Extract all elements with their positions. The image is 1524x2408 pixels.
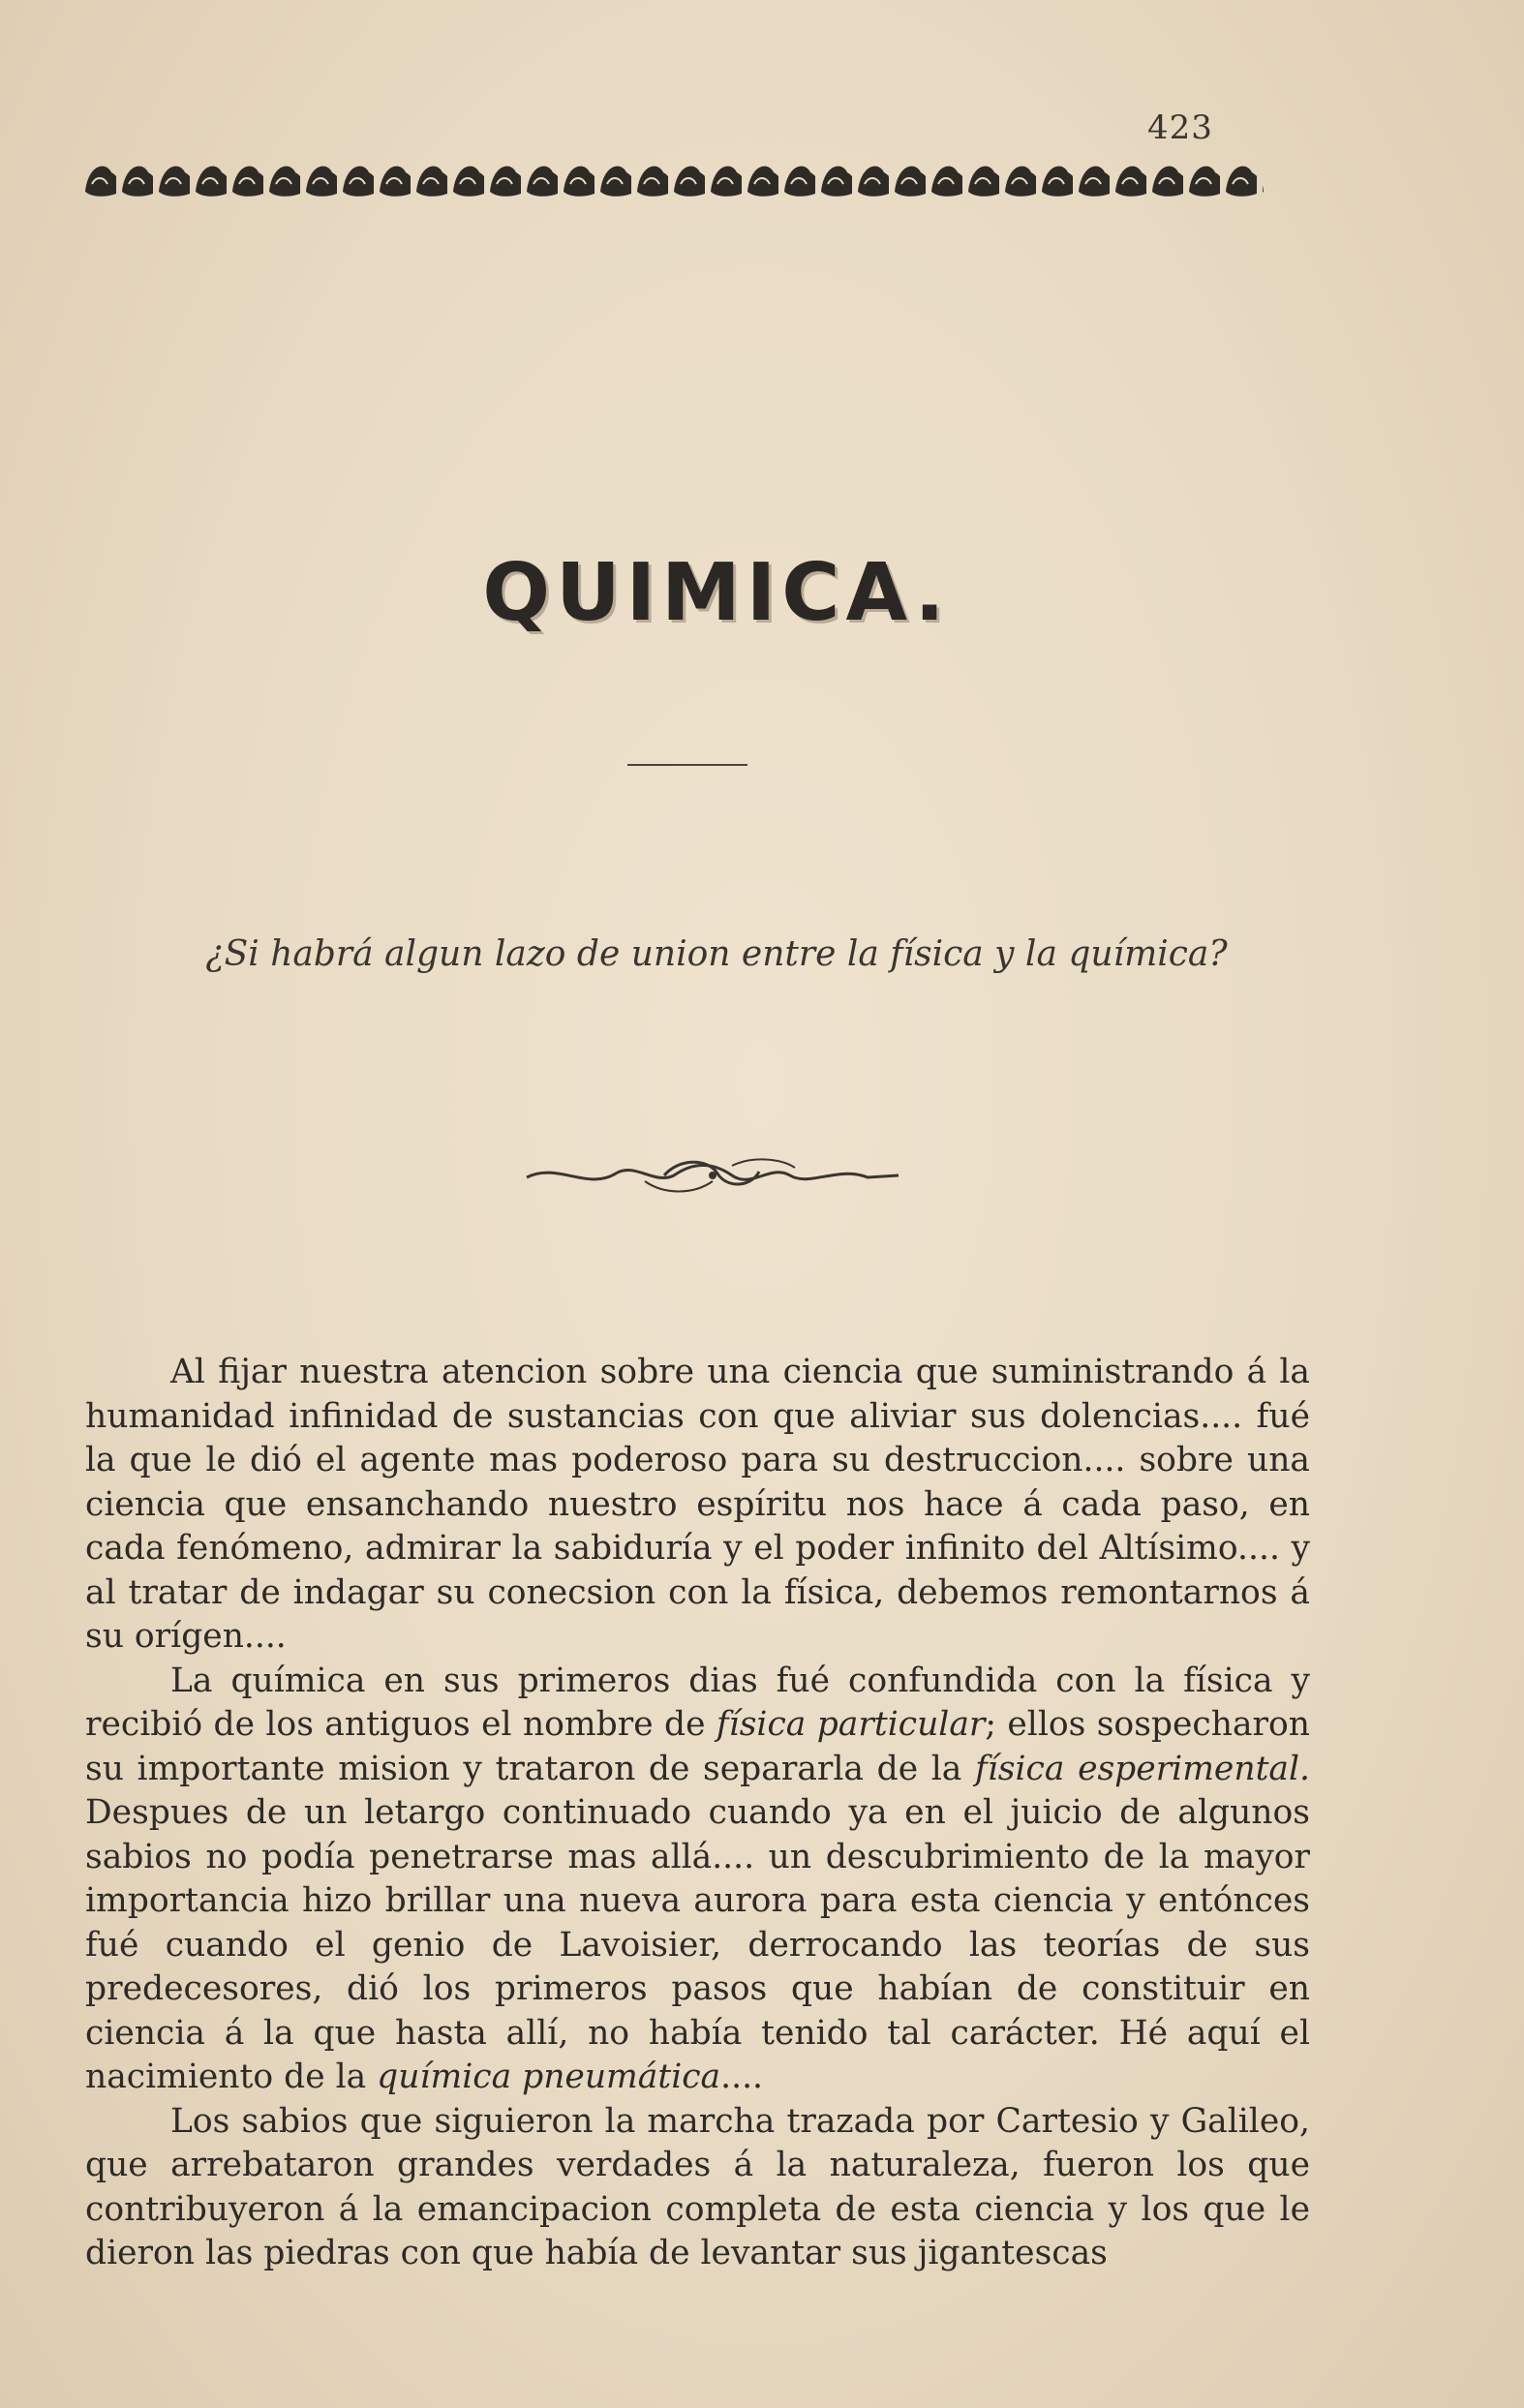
question-prefix: ¿Si habrá algun lazo de union entre la [205, 934, 891, 974]
page-title: QUIMICA. [482, 547, 951, 639]
p2-text-c: Despues de un letargo continuado cuando ya en el juicio de algunos sabios no podía penetrarse mas allá.... un descubrimiento de la mayor importancia hizo brillar una nueva aurora para esta ciencia y entónces fué cuando el genio de Lavoisier, derrocando las teorías de sus predecesores, dió los primeros pasos que habían de constituir en ciencia á la que hasta allí, no había tenido tal carácter. Hé aquí el nacimiento de la [85, 1793, 1310, 2096]
flourish-ornament [519, 1152, 906, 1201]
p2-text-b: ; ellos sospecharon su importante mision y trataron de separarla de la [85, 1705, 1310, 1788]
question-fisica: física [890, 934, 984, 974]
body-text [85, 1351, 1310, 2276]
paragraph-2 [85, 1660, 1310, 2100]
paragraph-1: Al fijar nuestra atencion sobre una ciencia que suministrando á la humanidad infinidad de sustancias con que aliviar sus dolencias.... fué la que le dió el agente mas poderoso para su destruccion.... sobre una ciencia que ensanchando nuestro espíritu nos hace á cada paso, en cada fenómeno, admirar la sabiduría y el poder infinito del Altísimo.... y al tratar de indagar su conecsion con la física, debemos remontarnos á su orígen.... [85, 1353, 1310, 1656]
divider-rule [627, 764, 747, 766]
question-mid: y la [983, 934, 1069, 974]
question-quimica: química [1068, 934, 1209, 974]
p2-italic-2: física esperimental. [975, 1749, 1310, 1788]
question-suffix: ? [1208, 934, 1228, 974]
p2-text-a: La química en sus primeros dias fué confundida con la física y recibió de los antiguos el nombre de [85, 1661, 1310, 1744]
p2-text-d: .... [720, 2057, 764, 2096]
p2-italic-1: física particular [716, 1705, 986, 1744]
p2-italic-3: química pneumática [377, 2057, 721, 2096]
ornament-band [82, 155, 1264, 201]
question-subtitle [0, 934, 1433, 974]
paragraph-3: Los sabios que siguieron la marcha trazada por Cartesio y Galileo, que arrebataron grandes verdades á la naturaleza, fueron los que contribuyeron á la emancipacion completa de esta ciencia y los que le dieron las piedras con que había de levantar sus jigantescas [85, 2101, 1310, 2272]
page-number: 423 [1147, 108, 1213, 147]
